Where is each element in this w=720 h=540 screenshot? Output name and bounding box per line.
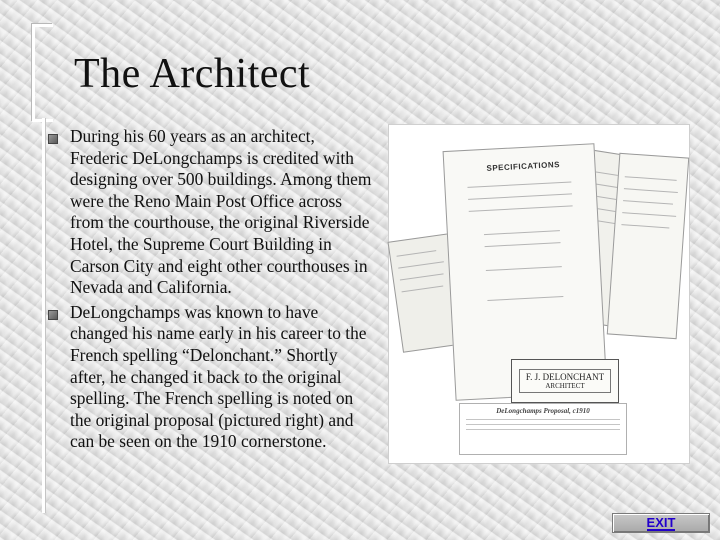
letter-document [607,153,690,339]
bullet-text: DeLongchamps was known to have changed his name early in his career to the French spelling “Delonchant.” Shortly after, he changed it back to the original spelling. The French spelling is noted on the original proposal (pictured right) and can be seen on the 1910 cornerstone. [70,301,367,452]
bullet-item [46,126,376,299]
bullet-item [46,302,376,453]
decorative-frame-line [42,118,45,513]
proposal-documents-photo [388,124,690,464]
slide-title: The Architect [74,51,311,97]
bullet-text: During his 60 years as an architect, Frederic DeLongchamps is credited with designing over 500 buildings. Among them were the Reno Main Post Office across from the courthouse, the original Riverside Hotel, the Supreme Court Building in Carson City and eight other courthouses in Nevada and California. [70,126,372,298]
stamp-name: F. J. DELONCHANT [525,372,605,382]
architect-stamp [511,359,619,403]
bullet-square-icon [48,134,58,144]
exit-button[interactable] [612,513,710,533]
architect-stamp-inner [519,369,611,393]
photo-caption-box [459,403,627,455]
decorative-frame-bracket [32,24,53,122]
bullet-list [46,126,376,456]
exit-button-label: EXIT [646,514,676,530]
specifications-heading: SPECIFICATIONS [486,160,561,173]
stamp-title: ARCHITECT [545,382,585,390]
caption-title: DeLongchamps Proposal, c1910 [496,407,590,415]
bullet-square-icon [48,310,58,320]
